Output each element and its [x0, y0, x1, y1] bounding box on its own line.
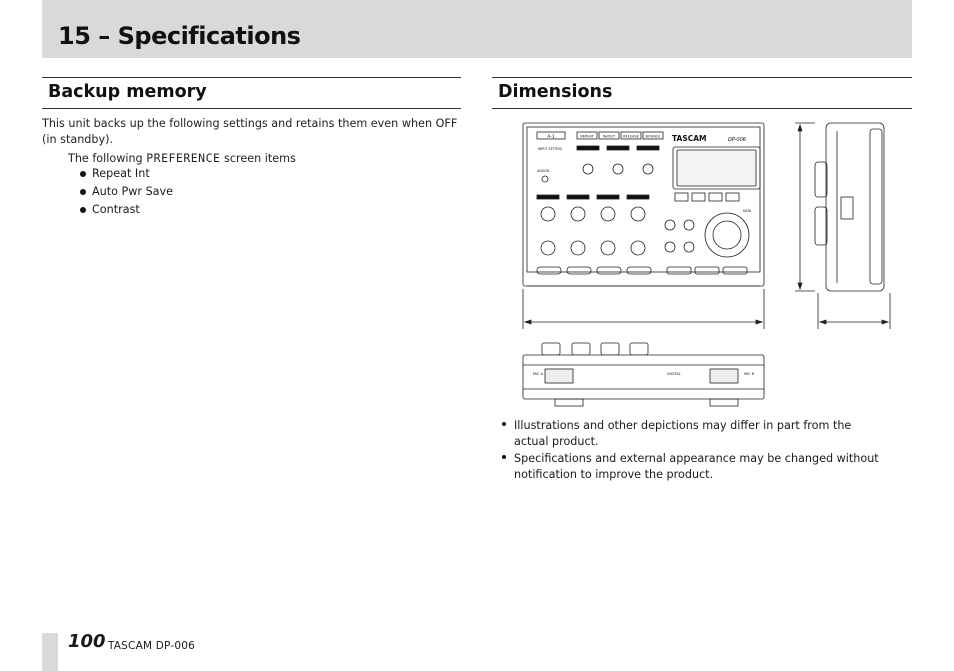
footer-tab [42, 633, 58, 671]
bottom-foot [710, 399, 738, 406]
side-jack [815, 162, 827, 197]
mic-a-label: MIC A [533, 372, 544, 376]
list-item-text: Specifications and external appearance may be changed without notification to improve the product. [514, 452, 879, 481]
bottom-foot [555, 399, 583, 406]
digital-label: DIGITAL [667, 372, 681, 376]
button-repeat-label: REPEAT [580, 134, 594, 139]
page-number: 100 [68, 631, 106, 652]
dimensions-heading-bar [492, 77, 912, 109]
top-view-drawing [523, 123, 764, 286]
preference-screen-name: PREFERENCE [146, 151, 221, 165]
foot [542, 343, 560, 355]
bullet-icon [502, 422, 506, 426]
list-item-text: Contrast [92, 203, 140, 216]
list-item [80, 183, 173, 201]
chapter-title: 15 – Specifications [58, 22, 301, 50]
dimensions-notes [501, 418, 881, 484]
assign-label: ASSIGN [537, 169, 550, 173]
button-inout-label: IN/OUT [602, 134, 616, 139]
list-item-text: Auto Pwr Save [92, 185, 174, 198]
backup-intro-text: This unit backs up the following settings and retains them even when OFF (in standby). [42, 117, 458, 146]
backup-memory-heading-bar [42, 77, 461, 109]
bullet-icon [80, 189, 86, 195]
list-item [501, 451, 881, 483]
list-item-text: Illustrations and other depictions may differ in part from the actual product. [514, 419, 852, 448]
product-name: TASCAM DP-006 [108, 640, 195, 652]
backup-items-list [80, 165, 173, 219]
list-item [501, 418, 881, 450]
side-view-drawing [795, 123, 890, 329]
button-a1-label: A-1 [547, 135, 555, 140]
front-panel-drawing [523, 343, 764, 406]
lcd-screen [677, 150, 756, 186]
master-tag [637, 146, 659, 150]
sub-prefix: The following [68, 152, 147, 165]
list-item [80, 165, 173, 183]
foot [601, 343, 619, 355]
button-release-label: RELEASE [623, 134, 639, 139]
list-item [80, 201, 173, 219]
list-item-text: Repeat Int [92, 167, 150, 180]
brand-logo: TASCAM [672, 134, 707, 143]
mic-b-jack [710, 369, 738, 383]
backup-memory-heading: Backup memory [48, 82, 207, 102]
sub-suffix: screen items [220, 152, 296, 165]
model-label: DP-006 [728, 137, 746, 143]
side-jack [815, 207, 827, 245]
bullet-icon [502, 455, 506, 459]
foot [630, 343, 648, 355]
input-b-tag [607, 146, 629, 150]
input-a-tag [577, 146, 599, 150]
data-label: DATA [743, 209, 752, 213]
width-dimension-line [523, 289, 764, 329]
button-bounce-label: BOUNCE [645, 134, 661, 139]
dimensions-figure [515, 117, 895, 411]
dimensions-heading: Dimensions [498, 82, 613, 102]
bullet-icon [80, 207, 86, 213]
input-setting-label: INPUT SETTING [538, 147, 563, 151]
mic-a-jack [545, 369, 573, 383]
foot [572, 343, 590, 355]
bullet-icon [80, 171, 86, 177]
mic-b-label: MIC B [744, 372, 755, 376]
